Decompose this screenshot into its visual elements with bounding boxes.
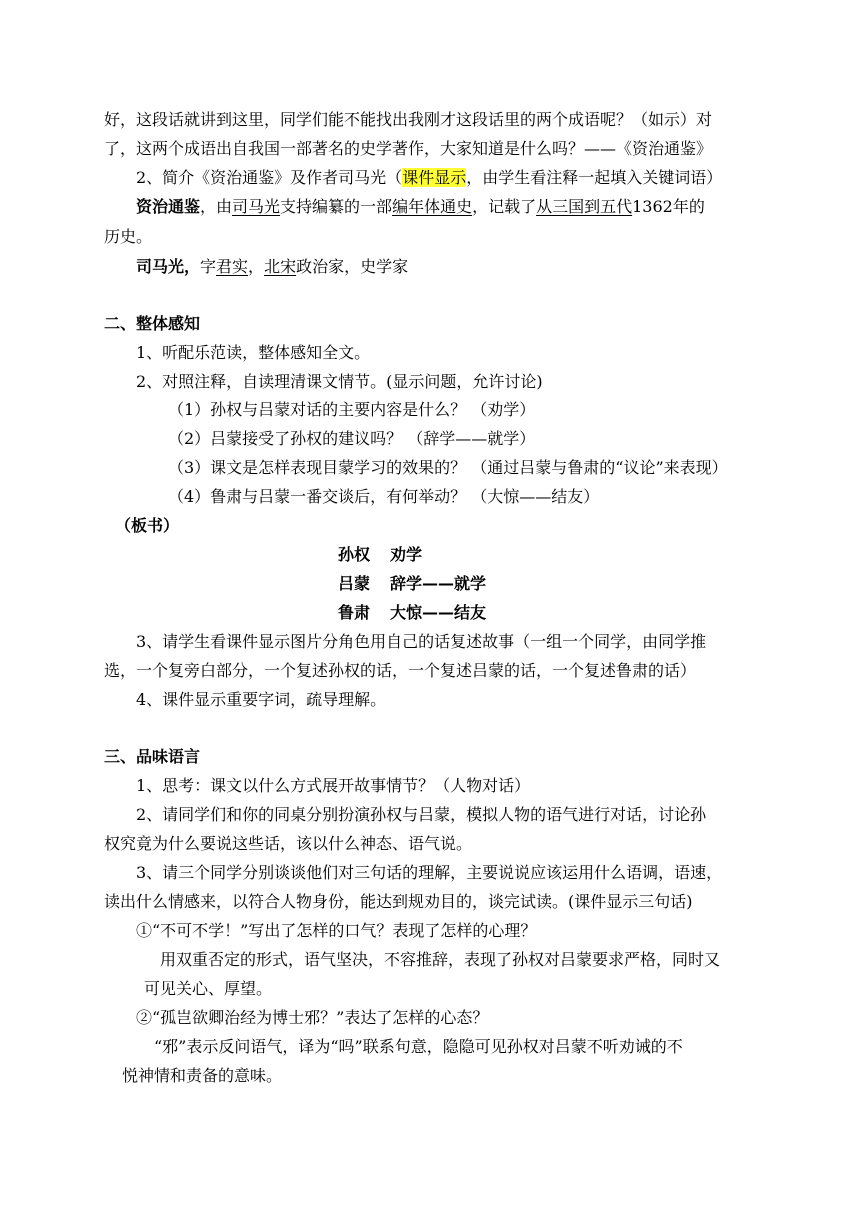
board-text: 辞学——就学	[390, 574, 487, 593]
blank-author: 司马光	[232, 197, 281, 216]
smg-text-2: ，	[248, 257, 265, 276]
question-4: （4）鲁肃与吕蒙一番交谈后，有何举动？ （大惊——结友）	[168, 487, 600, 506]
blank-period: 从三国到五代	[536, 197, 633, 216]
zztj-text-1: ，由	[200, 197, 233, 216]
board-text: 劝学	[390, 545, 423, 564]
section-3-item-3-line-1: 3、请三个同学分别谈谈他们对三句话的理解，主要说说应该运用什么语调，语速，	[136, 863, 723, 882]
smg-definition	[136, 257, 408, 279]
section-2-item-4: 4、课件显示重要字词，疏导理解。	[136, 690, 387, 709]
intro-item-2	[136, 168, 722, 190]
board-row	[338, 545, 422, 567]
smg-term: 司马光，	[136, 257, 201, 276]
board-row	[338, 574, 486, 596]
section-3-heading: 三、品味语言	[104, 747, 201, 766]
board-name: 吕蒙	[338, 574, 371, 593]
intro-line-1: 好，这段话就讲到这里，同学们能不能找出我刚才这段话里的两个成语呢？（如示）对	[104, 110, 713, 129]
zztj-text-3: ，记载了	[472, 197, 537, 216]
intro-line-2: 了，这两个成语出自我国一部著名的史学著作，大家知道是什么吗？——《资治通鉴》	[104, 139, 713, 158]
blank-dynasty: 北宋	[264, 257, 297, 276]
board-text: 大惊——结友	[390, 603, 487, 622]
section-2-item-2: 2、对照注释，自读理清课文情节。(显示问题，允许讨论)	[136, 372, 543, 391]
zztj-definition-line-2: 历史。	[104, 227, 153, 246]
question-2: （2）吕蒙接受了孙权的建议吗？ （辞学——就学）	[168, 429, 536, 448]
board-row	[338, 603, 486, 625]
smg-text-1: 字	[200, 257, 217, 276]
sentence-2: ②“孤岂欲卿治经为博士邪？”表达了怎样的心态？	[136, 1008, 489, 1027]
sentence-1-answer-line-1: 用双重否定的形式，语气坚决，不容推辞，表现了孙权对吕蒙要求严格，同时又	[160, 950, 721, 969]
zztj-definition	[136, 197, 705, 219]
section-3-item-2-line-1: 2、请同学们和你的同桌分别扮演孙权与吕蒙，模拟人物的语气进行对话，讨论孙	[136, 805, 707, 824]
blank-genre: 编年体通史	[392, 197, 473, 216]
question-1: （1）孙权与吕蒙对话的主要内容是什么？ （劝学）	[168, 400, 536, 419]
sentence-1-answer-line-2: 可见关心、厚望。	[144, 979, 273, 998]
sentence-2-answer-line-1: “邪”表示反问语气，译为“吗”联系句意，隐隐可见孙权对吕蒙不听劝诫的不	[154, 1037, 683, 1056]
item2-prefix: 2、简介《资治通鉴》及作者司马光（	[136, 168, 403, 187]
section-3-item-1: 1、思考：课文以什么方式展开故事情节？（人物对话）	[136, 776, 531, 795]
smg-text-3: 政治家，史学家	[296, 257, 409, 276]
zztj-text-4: 1362年的	[632, 197, 705, 216]
section-2-item-3-line-2: 选，一个复旁白部分，一个复述孙权的话，一个复述吕蒙的话，一个复述鲁肃的话）	[104, 661, 697, 680]
section-2-item-1: 1、听配乐范读，整体感知全文。	[136, 343, 371, 362]
item2-suffix: ，由学生看注释一起填入关键词语）	[466, 168, 723, 187]
question-3: （3）课文是怎样表现目蒙学习的效果的？ （通过吕蒙与鲁肃的“议论”来表现）	[168, 458, 728, 477]
zztj-term: 资治通鉴	[136, 197, 201, 216]
section-2-item-3-line-1: 3、请学生看课件显示图片分角色用自己的话复述故事（一组一个同学，由同学推	[136, 632, 707, 651]
section-2-heading: 二、整体感知	[104, 314, 201, 333]
blank-courtesy-name: 君实	[216, 257, 249, 276]
sentence-2-answer-line-2: 悦神情和责备的意味。	[122, 1066, 283, 1085]
board-name: 鲁肃	[338, 603, 371, 622]
section-3-item-2-line-2: 权究竟为什么要说这些话，该以什么神态、语气说。	[104, 834, 473, 853]
board-name: 孙权	[338, 545, 371, 564]
zztj-text-2: 支持编纂的一部	[280, 197, 393, 216]
section-3-item-3-line-2: 读出什么情感来，以符合人物身份，能达到规劝目的，谈完试读。(课件显示三句话)	[104, 892, 693, 911]
board-label: （板书）	[115, 516, 180, 535]
highlight-courseware: 课件显示	[402, 168, 467, 187]
sentence-1: ①“不可不学！”写出了怎样的口气？表现了怎样的心理？	[136, 921, 537, 940]
